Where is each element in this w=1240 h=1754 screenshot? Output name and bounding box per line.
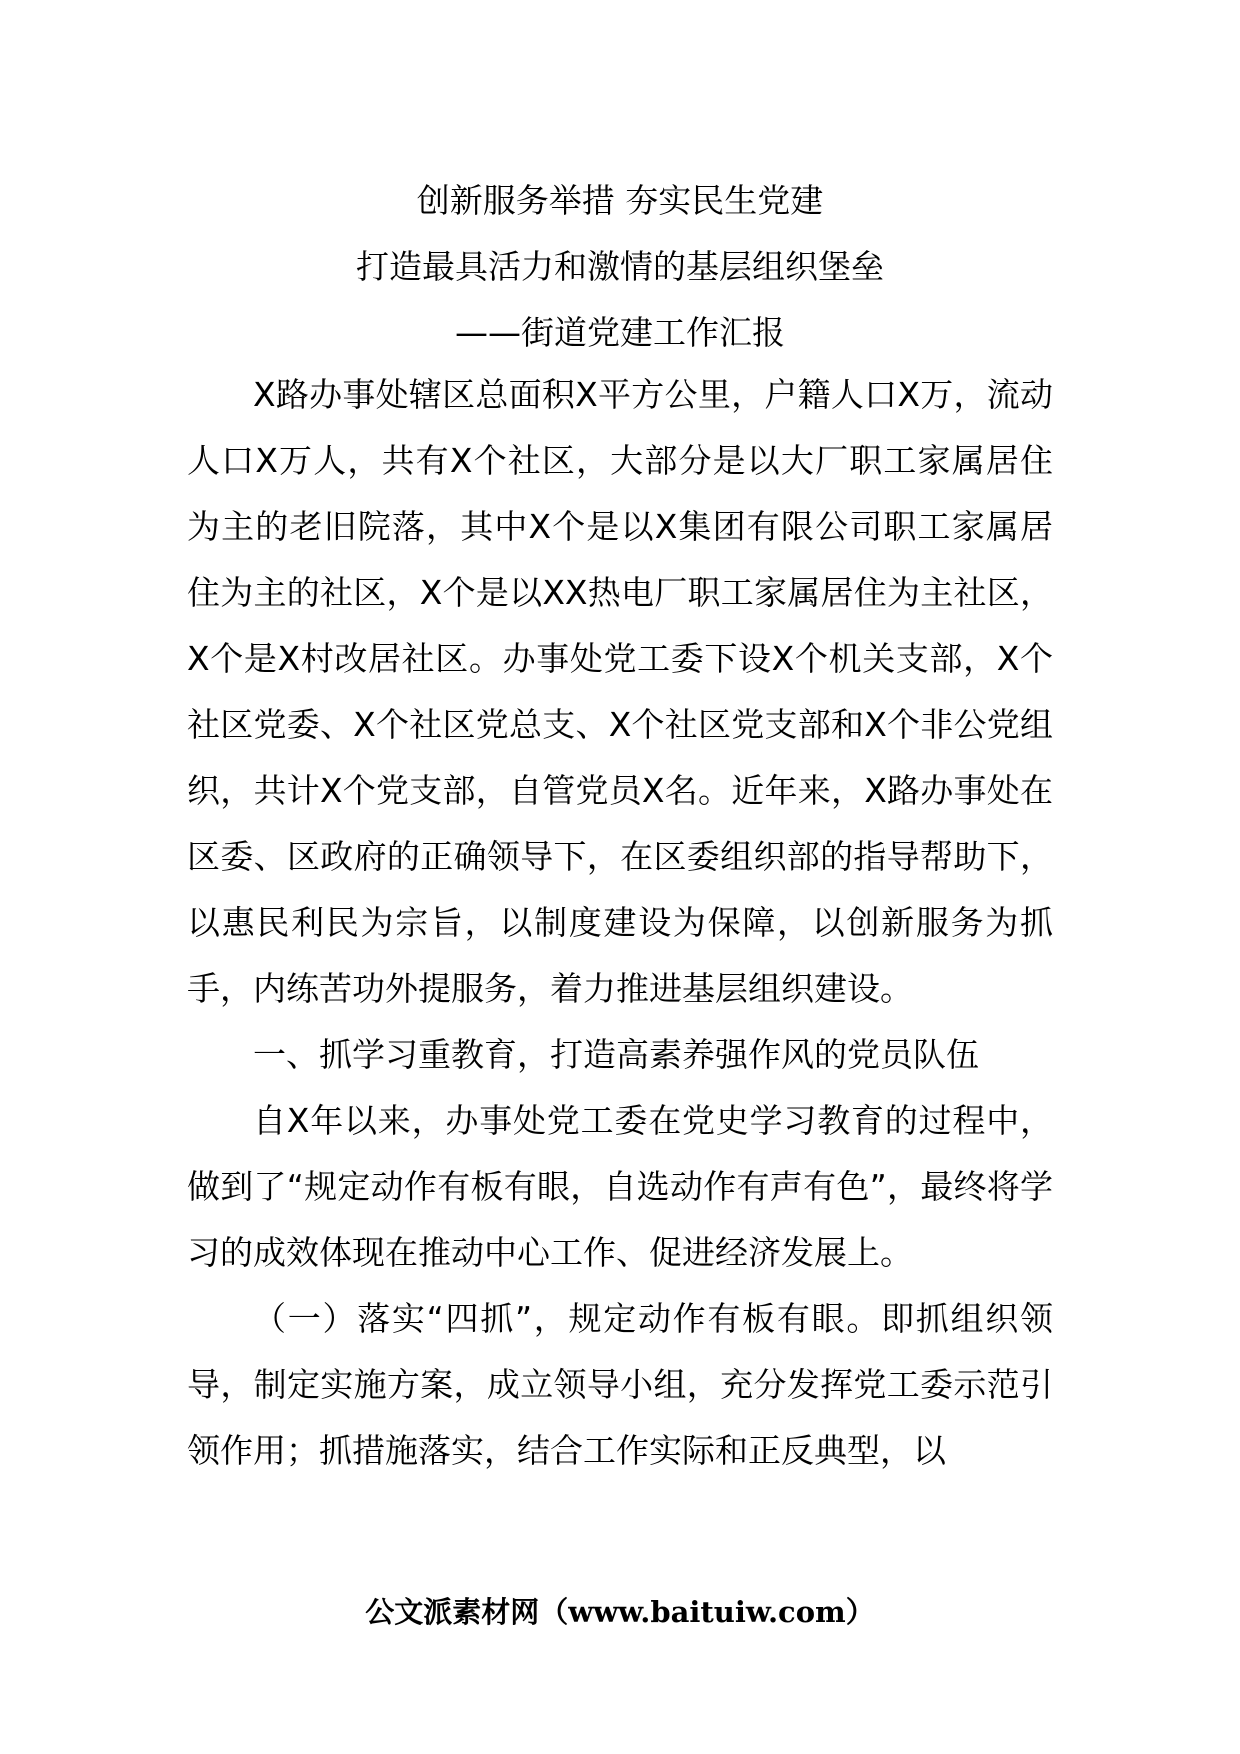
body-paragraph-section1: 自X年以来，办事处党工委在党史学习教育的过程中，做到了“规定动作有板有眼，自选动作有声有色”，最终将学习的成效体现在推动中心工作、促进经济发展上。 <box>187 1101 1053 1272</box>
document-body <box>187 362 1053 1484</box>
footer-watermark: 公文派素材网（www.baituiw.com） <box>365 1595 875 1629</box>
document-title: 创新服务举措 夯实民生党建 <box>416 181 824 220</box>
document-subtitle-report: ——街道党建工作汇报 <box>455 313 785 352</box>
document-subtitle: 打造最具活力和激情的基层组织堡垒 <box>356 247 884 286</box>
body-paragraph-subsection1: （一）落实“四抓”，规定动作有板有眼。即抓组织领导，制定实施方案，成立领导小组，充分发挥党工委示范引领作用；抓措施落实，结合工作实际和正反典型，以 <box>187 1299 1053 1470</box>
title-block <box>0 168 1240 366</box>
body-paragraph-intro: X路办事处辖区总面积X平方公里，户籍人口X万，流动人口X万人，共有X个社区，大部分是以大厂职工家属居住为主的老旧院落，其中X个是以X集团有限公司职工家属居住为主的社区，X个是以XX热电厂职工家属居住为主社区，X个是X村改居社区。办事处党工委下设X个机关支部，X个社区党委、X个社区党总支、X个社区党支部和X个非公党组织，共计X个党支部，自管党员X名。近年来，X路办事处在区委、区政府的正确领导下，在区委组织部的指导帮助下，以惠民利民为宗旨，以制度建设为保障，以创新服务为抓手，内练苦功外提服务，着力推进基层组织建设。 <box>187 375 1053 1008</box>
section-heading-1: 一、抓学习重教育，打造高素养强作风的党员队伍 <box>253 1035 979 1074</box>
